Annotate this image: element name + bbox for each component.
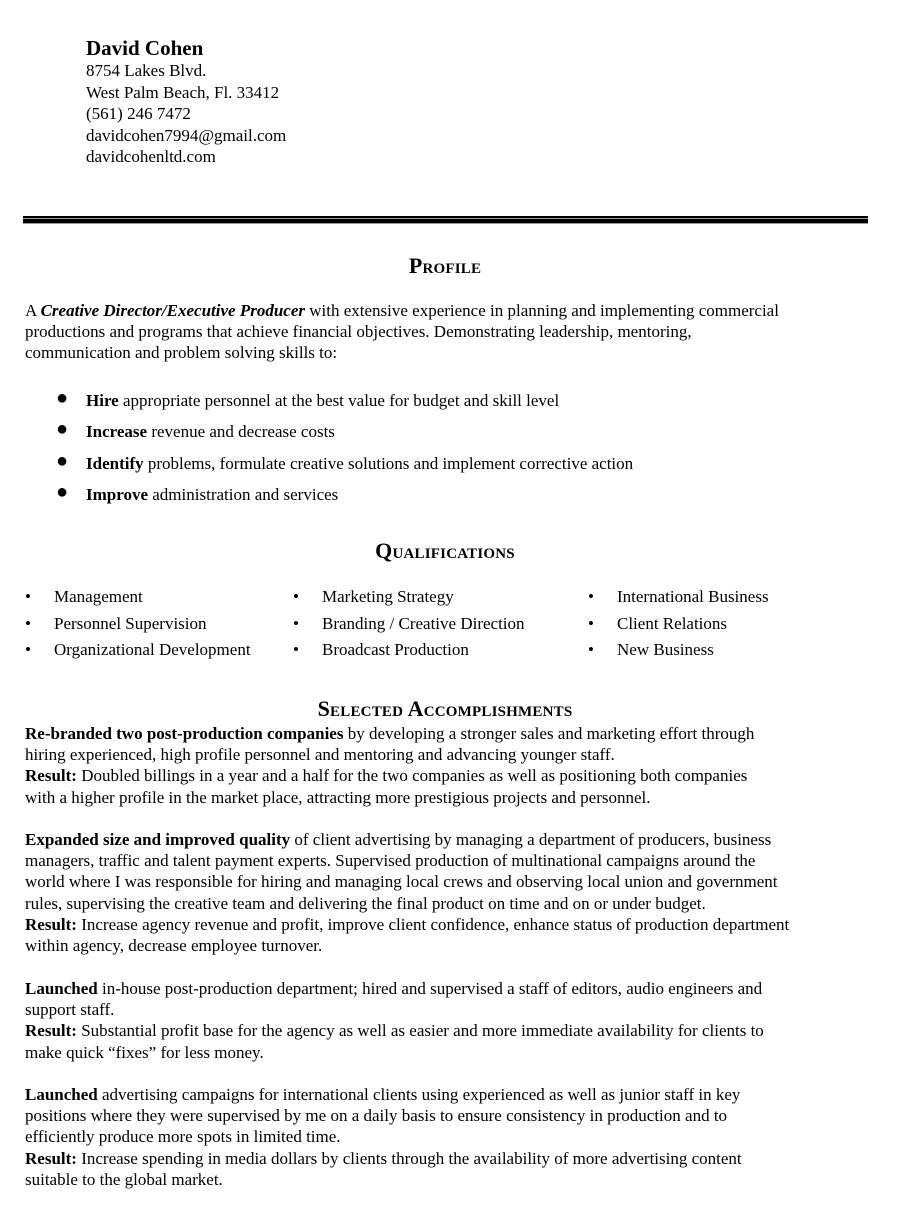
accomplishment-text: in-house post-production department; hired and supervised a staff of editors, audio engineers and — [97, 979, 763, 998]
bullet-icon: • — [293, 640, 299, 659]
qualification-item — [293, 639, 593, 666]
bullet-icon: • — [588, 587, 594, 606]
bullet-icon: • — [293, 587, 299, 606]
phone-number: (561) 246 7472 — [86, 104, 191, 123]
bullet-icon: • — [25, 587, 31, 606]
accomplishment-line: rules, supervising the creative team and delivering the final product on time and on or under budget. — [25, 893, 706, 913]
result-label: Result: — [25, 1148, 77, 1168]
accomplishment-highlight: Launched — [25, 1085, 98, 1104]
result-text: Increase spending in media dollars by clients through the availability of more advertising content — [76, 1148, 742, 1168]
accomplishment-text: of client advertising by managing a department of producers, business — [290, 830, 772, 849]
profile-intro — [25, 300, 875, 363]
profile-intro-line-2: productions and programs that achieve financial objectives. Demonstrating leadership, mentoring, — [25, 322, 692, 341]
accomplishment-highlight: Expanded size and improved quality — [25, 830, 291, 849]
skill-text: appropriate personnel at the best value for budget and skill level — [118, 391, 560, 410]
skill-verb: Improve — [86, 484, 149, 504]
result-text: Doubled billings in a year and a half for the two companies as well as positioning both companies — [76, 766, 748, 786]
skill-verb: Increase — [86, 422, 148, 442]
result-line: with a higher profile in the market place, attracting more prestigious projects and personnel. — [25, 787, 651, 807]
result-label: Result: — [25, 766, 77, 786]
qualifications-heading: Qualifications — [375, 538, 515, 563]
website: davidcohenltd.com — [86, 147, 216, 166]
qualification-label: Organizational Development — [54, 640, 251, 659]
candidate-name: David Cohen — [86, 36, 204, 60]
list-item — [56, 449, 634, 483]
result-text: Substantial profit base for the agency as well as easier and more immediate availability for clients to — [76, 1021, 764, 1041]
accomplishment-item — [25, 829, 875, 956]
divider-edge — [23, 223, 868, 224]
skill-text: administration and services — [148, 484, 339, 504]
accomplishment-item — [25, 723, 875, 808]
qualifications-column-1 — [25, 586, 325, 666]
qualification-item — [25, 613, 325, 640]
result-label: Result: — [25, 914, 77, 934]
accomplishment-line: managers, traffic and talent payment experts. Supervised production of multinational campaigns around the — [25, 851, 756, 871]
bullet-icon: • — [25, 640, 31, 659]
skill-text: revenue and decrease costs — [147, 422, 335, 442]
qualification-label: International Business — [617, 587, 769, 606]
result-text: Increase agency revenue and profit, improve client confidence, enhance status of production department — [76, 914, 790, 934]
result-line — [25, 1148, 875, 1169]
skill-verb: Hire — [86, 391, 119, 410]
accomplishment-text: advertising campaigns for international clients using experienced as well as junior staff in key — [97, 1085, 741, 1104]
accomplishment-line: efficiently produce more spots in limited time. — [25, 1127, 341, 1147]
intro-line-1-rest: with extensive experience in planning and implementing commercial — [304, 301, 779, 320]
qualification-label: Client Relations — [617, 613, 728, 633]
qualification-label: Marketing Strategy — [322, 587, 454, 606]
skill-text: problems, formulate creative solutions and implement corrective action — [143, 453, 634, 473]
profile-heading: Profile — [408, 253, 482, 278]
bullet-icon: • — [588, 640, 594, 659]
result-line — [25, 765, 875, 786]
accomplishment-text: by developing a stronger sales and marketing effort through — [343, 724, 755, 743]
bullet-icon: ● — [56, 418, 69, 441]
contact-block — [86, 36, 286, 168]
qualifications-column-2 — [293, 586, 593, 666]
list-item — [56, 389, 633, 420]
address-line-2: West Palm Beach, Fl. 33412 — [86, 82, 280, 102]
qualification-label: Branding / Creative Direction — [322, 613, 525, 633]
accomplishment-line: positions where they were supervised by me on a daily basis to ensure consistency in production and to — [25, 1106, 728, 1126]
qualification-item — [293, 586, 593, 613]
accomplishment-line — [25, 829, 875, 850]
list-item — [56, 480, 633, 514]
qualification-item — [25, 639, 325, 666]
qualification-label: Broadcast Production — [322, 640, 469, 659]
qualification-item — [25, 586, 325, 613]
result-line: within agency, decrease employee turnover. — [25, 936, 323, 956]
result-line: suitable to the global market. — [25, 1169, 223, 1189]
bullet-icon: • — [25, 613, 31, 633]
qualification-label: New Business — [617, 640, 714, 659]
email-address: davidcohen7994@gmail.com — [86, 125, 287, 145]
result-line — [25, 1020, 875, 1041]
profile-intro-line-1 — [25, 300, 875, 321]
accomplishment-line: world where I was responsible for hiring and managing local crews and observing local union and government — [25, 872, 778, 892]
accomplishment-line — [25, 978, 875, 999]
accomplishment-highlight: Re-branded two post-production companies — [25, 724, 344, 743]
bullet-icon: • — [293, 613, 299, 633]
accomplishment-item — [25, 1084, 875, 1190]
accomplishment-line — [25, 1084, 875, 1105]
skill-verb: Identify — [86, 453, 144, 473]
bullet-icon: ● — [56, 480, 69, 503]
result-label: Result: — [25, 1021, 77, 1041]
qualification-item — [293, 613, 593, 640]
accomplishments-heading: Selected Accomplishments — [317, 696, 573, 721]
qualification-label: Management — [54, 587, 143, 606]
bullet-icon: ● — [56, 387, 69, 409]
bullet-icon: • — [588, 613, 594, 633]
qualification-label: Personnel Supervision — [54, 613, 207, 633]
intro-prefix: A — [25, 301, 41, 320]
accomplishment-item — [25, 978, 875, 1063]
profile-skills-list — [56, 389, 633, 514]
qualifications-column-3 — [588, 586, 888, 666]
profile-intro-line-3: communication and problem solving skills to: — [25, 343, 338, 362]
accomplishment-line: hiring experienced, high profile personnel and mentoring and advancing younger staff. — [25, 745, 615, 765]
address-line-1: 8754 Lakes Blvd. — [86, 61, 207, 80]
bullet-icon: ● — [56, 449, 69, 472]
accomplishment-line — [25, 723, 875, 744]
result-line: make quick “fixes” for less money. — [25, 1042, 264, 1062]
list-item — [56, 420, 633, 451]
qualification-item — [588, 639, 888, 666]
qualification-item — [588, 613, 888, 640]
header-divider — [23, 216, 868, 224]
accomplishment-highlight: Launched — [25, 979, 98, 998]
accomplishment-line: support staff. — [25, 1000, 115, 1020]
result-line — [25, 914, 875, 935]
intro-title: Creative Director/Executive Producer — [40, 301, 305, 320]
qualification-item — [588, 586, 888, 613]
